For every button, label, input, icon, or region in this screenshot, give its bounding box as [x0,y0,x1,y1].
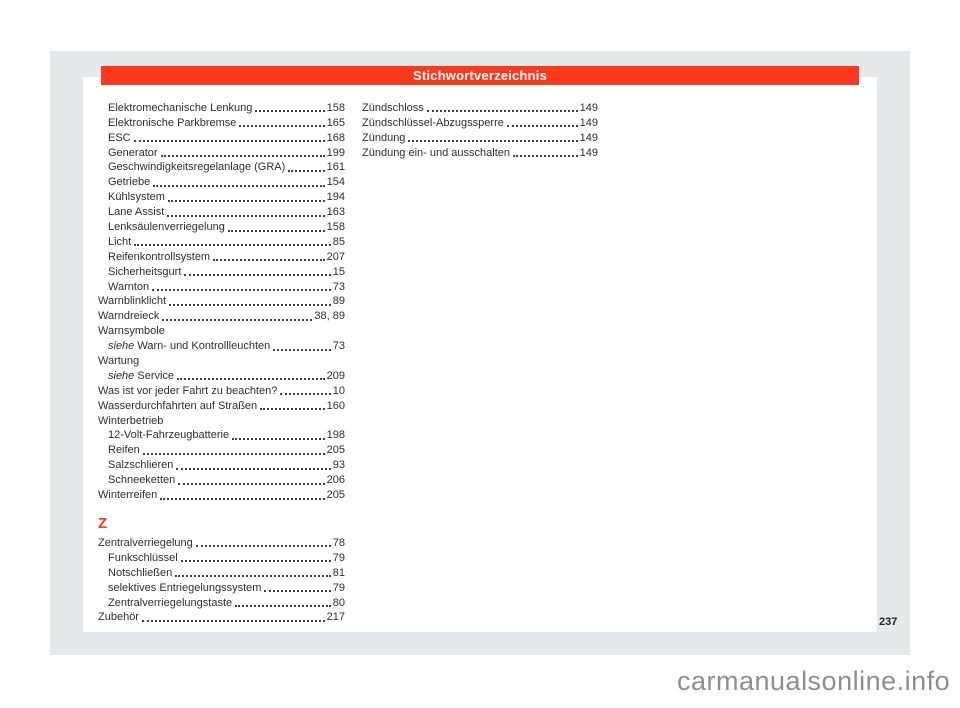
leader-dots [264,590,330,592]
leader-dots [235,605,331,607]
entry-page-number: 73 [332,340,345,353]
leader-dots [134,140,325,142]
entry-page-number: 205 [326,444,345,457]
section-letter: Z [98,514,108,532]
entry-page-number: 149 [579,146,598,159]
index-entry [98,398,345,413]
index-entry [98,338,345,353]
entry-label: Zubehör [98,611,139,624]
entry-page-number: 209 [326,369,345,382]
index-entry [98,353,345,368]
index-entry [98,487,345,502]
leader-dots [427,110,578,112]
leader-dots [177,378,325,380]
index-entry [98,383,345,398]
index-entry [98,535,345,550]
entry-page-number: 80 [332,596,345,609]
entry-label: Zündschloss [362,101,424,114]
index-entry [98,368,345,383]
index-entry [98,174,345,189]
entry-label: Winterreifen [98,489,158,502]
leader-dots [213,259,325,261]
leader-dots [228,230,325,232]
index-entry [362,145,598,160]
entry-label: Elektromechanische Lenkung [108,101,253,114]
leader-dots [169,304,331,306]
entry-page-number: 15 [332,265,345,278]
leader-dots [181,560,331,562]
entry-page-number: 81 [332,566,345,579]
leader-dots [152,289,331,291]
entry-label: ESC [108,131,131,144]
entry-page-number: 194 [326,191,345,204]
entry-label: Geschwindigkeitsregelanlage (GRA) [108,161,286,174]
entry-label: Reifenkontrollsystem [108,250,211,263]
index-entry [98,610,345,625]
index-entry [98,323,345,338]
entry-page-number: 168 [326,131,345,144]
entry-label: Warnton [108,280,150,293]
leader-dots [255,110,324,112]
entry-page-number: 163 [326,206,345,219]
index-entry [98,234,345,249]
index-entry [362,100,598,115]
index-entry [98,565,345,580]
entry-label: Kühlsystem [108,191,165,204]
leader-dots [232,438,325,440]
entry-label: Zentralverriegelung [98,536,193,549]
entry-page-number: 89 [332,295,345,308]
entry-label: Warnblinklicht [98,295,167,308]
index-entry [98,457,345,472]
leader-dots [162,319,312,321]
entry-page-number: 199 [326,146,345,159]
entry-label: Wartung [98,355,140,368]
leader-dots [184,274,330,276]
index-entry [98,189,345,204]
entry-label: 12-Volt-Fahrzeugbatterie [108,429,230,442]
index-entry [98,115,345,130]
index-entry [98,595,345,610]
entry-label: Lane Assist [108,206,165,219]
index-entry [362,115,598,130]
index-entry [98,294,345,309]
entry-label: Sicherheitsgurt [108,265,182,278]
index-entry [98,279,345,294]
leader-dots [507,125,578,127]
entry-label: Warndreieck [98,310,160,323]
entry-label: siehe Warn- und Kontrollleuchten [108,340,271,353]
entry-page-number: 206 [326,474,345,487]
entry-label: Zentralverriegelungstaste [108,596,233,609]
entry-page-number: 207 [326,250,345,263]
leader-dots [161,155,325,157]
index-entry [98,264,345,279]
entry-label: Warnsymbole [98,325,165,338]
entry-page-number: 73 [332,280,345,293]
leader-dots [160,498,324,500]
index-header-banner [101,66,859,85]
index-entry [98,204,345,219]
leader-dots [176,468,330,470]
index-entry [98,249,345,264]
entry-see-reference: siehe [108,340,138,353]
leader-dots [513,155,578,157]
leader-dots [134,244,331,246]
entry-label: Lenksäulenverriegelung [108,221,225,234]
entry-page-number: 93 [332,459,345,472]
leader-dots [143,453,325,455]
entry-label: Schneeketten [108,474,176,487]
entry-page-number: 79 [332,551,345,564]
leader-dots [273,349,331,351]
entry-page-number: 198 [326,429,345,442]
leader-dots [288,170,324,172]
entry-label: Salzschlieren [108,459,174,472]
entry-label: Zündschlüssel-Abzugssperre [362,116,504,129]
leader-dots [280,393,330,395]
index-entry [98,413,345,428]
entry-label: selektives Entriegelungssystem [108,581,262,594]
entry-label: Wasserdurchfahrten auf Straßen [98,399,258,412]
entry-label: siehe Service [108,369,175,382]
entry-page-number: 149 [579,101,598,114]
index-entry [98,442,345,457]
entry-page-number: 160 [326,399,345,412]
entry-see-reference: siehe [108,369,138,382]
index-entry [98,472,345,487]
entry-label: Was ist vor jeder Fahrt zu beachten? [98,384,278,397]
leader-dots [153,185,324,187]
entry-page-number: 158 [326,221,345,234]
entry-label: Zündung [362,131,406,144]
entry-page-number: 154 [326,176,345,189]
leader-dots [239,125,324,127]
page-title: Stichwortverzeichnis [412,68,548,83]
entry-page-number: 10 [332,384,345,397]
entry-page-number: 38, 89 [314,310,345,323]
entry-page-number: 161 [326,161,345,174]
entry-label: Reifen [108,444,140,457]
entry-label: Generator [108,146,158,159]
entry-page-number: 79 [332,581,345,594]
entry-label: Funkschlüssel [108,551,178,564]
index-entry [98,550,345,565]
index-entry [98,160,345,175]
leader-dots [178,483,324,485]
index-entry [98,130,345,145]
index-entry [98,219,345,234]
leader-dots [167,215,324,217]
leader-dots [168,200,325,202]
index-entry [98,100,345,115]
entry-page-number: 85 [332,235,345,248]
entry-label: Getriebe [108,176,151,189]
entry-label: Elektronische Parkbremse [108,116,237,129]
leader-dots [408,140,577,142]
entry-page-number: 158 [326,101,345,114]
page-number: 237 [879,616,898,628]
entry-page-number: 149 [579,116,598,129]
leader-dots [142,620,325,622]
index-column-right [362,100,598,160]
index-column-left [98,100,345,624]
watermark-text: carmanualsonline.info [677,666,951,696]
index-entry [98,580,345,595]
entry-page-number: 78 [332,536,345,549]
entry-page-number: 205 [326,489,345,502]
leader-dots [175,575,331,577]
index-entry [98,145,345,160]
index-entry [98,428,345,443]
entry-label: Notschließen [108,566,173,579]
entry-label: Licht [108,235,132,248]
entry-page-number: 217 [326,611,345,624]
index-entry [362,130,598,145]
entry-label: Zündung ein- und ausschalten [362,146,510,159]
leader-dots [260,408,324,410]
leader-dots [196,545,331,547]
entry-label: Winterbetrieb [98,414,164,427]
entry-page-number: 149 [579,131,598,144]
index-entry [98,308,345,323]
entry-page-number: 165 [326,116,345,129]
